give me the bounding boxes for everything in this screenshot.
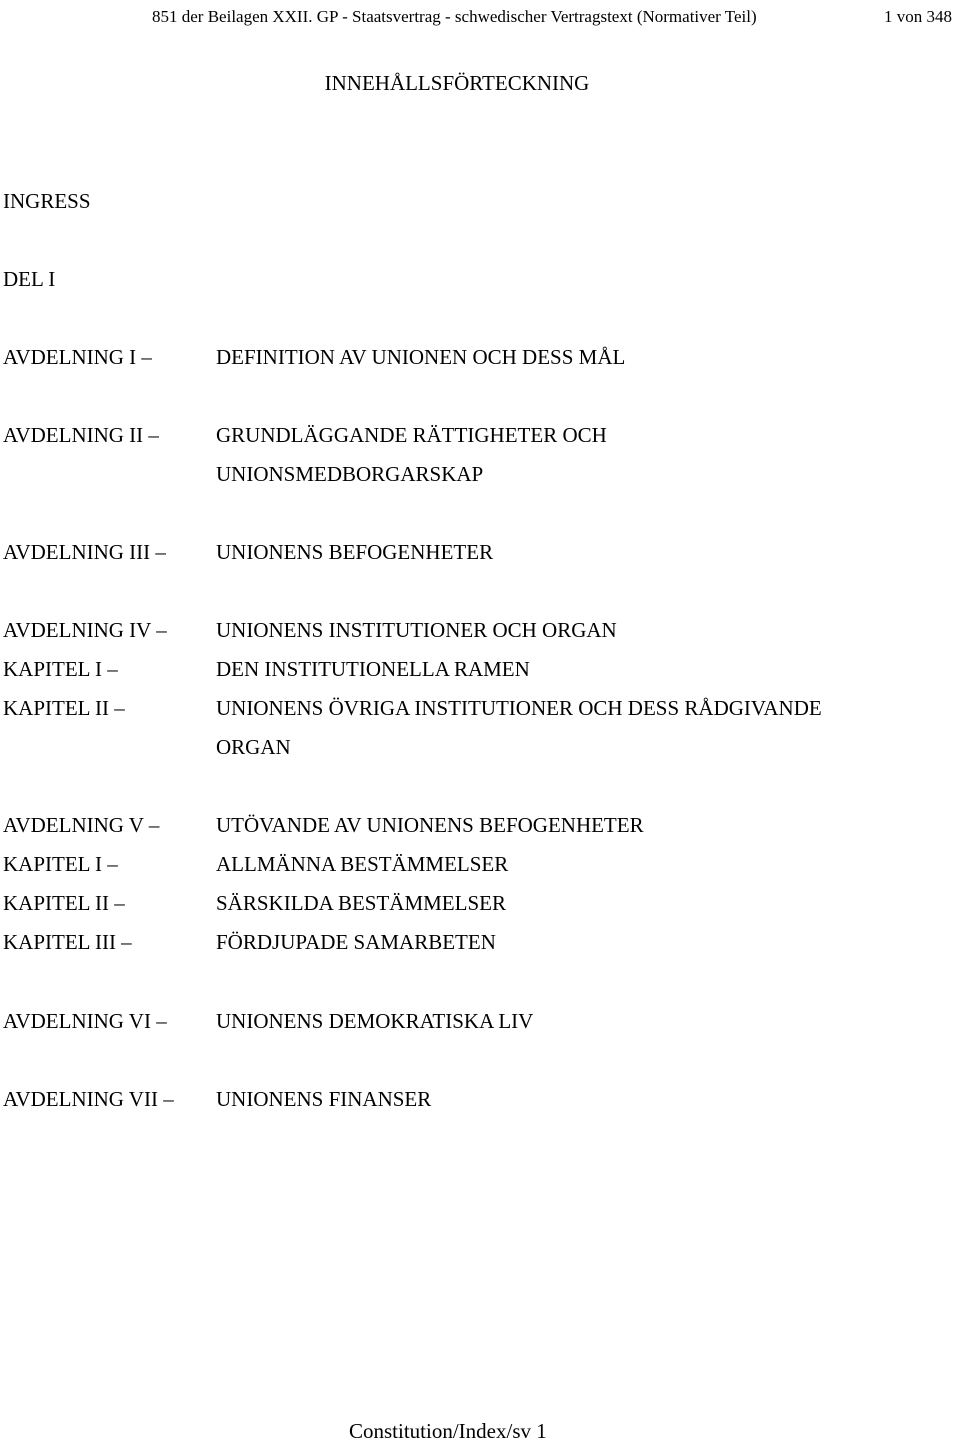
toc-label: AVDELNING I –: [3, 345, 152, 369]
toc-entry-avdelning-ii-continued: [0, 455, 960, 494]
toc-entry-avdelning-v-kapitel-iii: [0, 923, 960, 962]
toc-entry-avdelning-vii: [0, 1080, 960, 1119]
toc-text: UNIONENS ÖVRIGA INSTITUTIONER OCH DESS RÅDGIVANDE: [216, 696, 822, 720]
page-footer: Constitution/Index/sv 1: [349, 1419, 547, 1443]
toc-text: UNIONENS INSTITUTIONER OCH ORGAN: [216, 618, 617, 642]
toc-label: DEL I: [3, 267, 56, 291]
toc-label: KAPITEL I –: [3, 657, 118, 681]
toc-entry-avdelning-iv-kapitel-ii: [0, 689, 960, 728]
toc-label: KAPITEL II –: [3, 891, 125, 915]
toc-entry-avdelning-i: [0, 338, 960, 377]
page-title: INNEHÅLLSFÖRTECKNING: [324, 71, 590, 95]
toc-label: AVDELNING V –: [3, 813, 160, 837]
toc-label: KAPITEL I –: [3, 852, 118, 876]
toc-text: DEFINITION AV UNIONEN OCH DESS MÅL: [216, 345, 626, 369]
toc-label: AVDELNING II –: [3, 423, 159, 447]
toc-text: UNIONENS FINANSER: [216, 1087, 432, 1111]
toc-entry-avdelning-v: [0, 806, 960, 845]
toc-label: AVDELNING VI –: [3, 1009, 167, 1033]
toc-text: UNIONENS DEMOKRATISKA LIV: [216, 1009, 534, 1033]
toc-label: AVDELNING III –: [3, 540, 166, 564]
toc-entry-avdelning-v-kapitel-ii: [0, 884, 960, 923]
toc-text: DEN INSTITUTIONELLA RAMEN: [216, 657, 530, 681]
toc-entry-avdelning-iv-kapitel-i: [0, 650, 960, 689]
toc-label: KAPITEL III –: [3, 930, 132, 954]
toc-entry-avdelning-ii: [0, 416, 960, 455]
toc-label: INGRESS: [3, 189, 91, 213]
toc-text: SÄRSKILDA BESTÄMMELSER: [216, 891, 506, 915]
toc-text: ORGAN: [216, 735, 291, 759]
toc-label: KAPITEL II –: [3, 696, 125, 720]
toc-text: GRUNDLÄGGANDE RÄTTIGHETER OCH: [216, 423, 607, 447]
toc-label: AVDELNING VII –: [3, 1087, 174, 1111]
toc-text: FÖRDJUPADE SAMARBETEN: [216, 930, 496, 954]
toc-text: UNIONENS BEFOGENHETER: [216, 540, 494, 564]
toc-entry-avdelning-iii: [0, 533, 960, 572]
toc-entry-del-i: [0, 260, 960, 299]
toc-entry-avdelning-iv-kapitel-ii-continued: [0, 728, 960, 767]
toc-text: UTÖVANDE AV UNIONENS BEFOGENHETER: [216, 813, 644, 837]
toc-label: AVDELNING IV –: [3, 618, 167, 642]
toc-entry-avdelning-v-kapitel-i: [0, 845, 960, 884]
toc-text: UNIONSMEDBORGARSKAP: [216, 462, 484, 486]
toc-text: ALLMÄNNA BESTÄMMELSER: [216, 852, 509, 876]
toc-entry-avdelning-iv: [0, 611, 960, 650]
header-page-number: 1 von 348: [884, 7, 952, 26]
page-header: [0, 2, 960, 32]
header-document-reference: 851 der Beilagen XXII. GP - Staatsvertrag - schwedischer Vertragstext (Normativer Teil): [152, 7, 757, 26]
toc-entry-ingress: [0, 182, 960, 221]
toc-entry-avdelning-vi: [0, 1002, 960, 1041]
